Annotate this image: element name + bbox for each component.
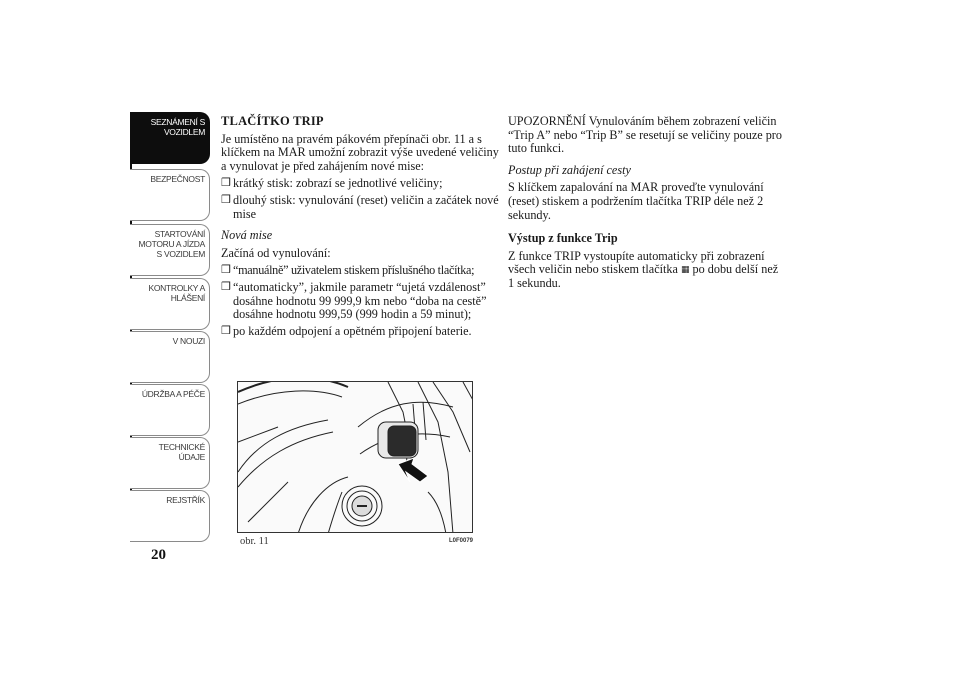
figure-code: L0F0079 [449, 538, 474, 544]
warning-note: UPOZORNĚNÍ Vynulováním během zobrazení veličin “Trip A” nebo “Trip B” se resetují se veličiny pouze pro tuto funkci. [508, 114, 782, 156]
section-heading: TLAČÍTKO TRIP [221, 114, 324, 128]
procedure-paragraph: S klíčkem zapalování na MAR proveďte vynulování (reset) stiskem a podržením tlačítka TRIP déle než 2 sekundy. [508, 180, 764, 222]
intro-paragraph: Je umístěno na pravém pákovém přepínači obr. 11 a s klíčkem na MAR umožní zobrazit výše uvedené veličiny a vynulovat je před zahájením nové mise: [221, 131, 499, 173]
page-number: 20 [151, 547, 166, 563]
list-item [221, 177, 501, 191]
tab-label: TECHNICKÉ ÚDAJE [158, 442, 205, 462]
checkbox-bullet-icon: ❒ [221, 177, 231, 190]
tab-emergency[interactable] [130, 331, 210, 383]
reset-intro: Začíná od vynulování: [221, 245, 331, 260]
list-item [221, 325, 501, 339]
right-column [508, 115, 783, 295]
list-item-text: “manuálně” uživatelem stiskem příslušného tlačítka; [233, 263, 475, 278]
list-item-text: krátký stisk: zobrazí se jednotlivé veličiny; [233, 176, 443, 191]
stalk-drawing [238, 382, 473, 533]
list-item-text: po každém odpojení a opětném připojení baterie. [233, 323, 472, 338]
exit-text-before: Z funkce TRIP vystoupíte automaticky při zobrazení všech veličin nebo stiskem tlačítka [508, 248, 765, 277]
tab-technical-data[interactable] [130, 437, 210, 489]
list-item [221, 194, 501, 221]
checkbox-bullet-icon: ❒ [221, 280, 231, 293]
tab-label: STARTOVÁNÍ MOTORU A JÍZDA S VOZIDLEM [138, 229, 205, 259]
exit-paragraph [508, 250, 783, 291]
tab-label: KONTROLKY A HLÁŠENÍ [148, 283, 205, 303]
exit-heading: Výstup z funkce Trip [508, 231, 618, 246]
checkbox-bullet-icon: ❒ [221, 193, 231, 206]
tab-label: SEZNÁMENÍ S VOZIDLEM [150, 117, 205, 137]
checkbox-bullet-icon: ❒ [221, 264, 231, 277]
figure-caption: obr. 11 [240, 536, 269, 547]
tab-maintenance[interactable] [130, 384, 210, 436]
arrow-icon [398, 458, 428, 482]
list-item-text: dlouhý stisk: vynulování (reset) veličin a začátek nové mise [233, 192, 499, 221]
tab-label: REJSTŘÍK [166, 495, 205, 505]
tab-label: V NOUZI [172, 336, 205, 346]
list-item [221, 264, 501, 278]
tab-index[interactable] [130, 490, 210, 542]
tab-label: BEZPEČNOST [150, 174, 205, 184]
trip-button-icon: ▦ [680, 264, 690, 275]
left-column [221, 115, 501, 341]
subheading-trip-start: Postup při zahájení cesty [508, 162, 631, 177]
list-item-text: “automaticky”, jakmile parametr “ujetá vzdálenost” dosáhne hodnotu 99 999,9 km nebo “doba na cestě” dosáhne hodnotu 999,59 (999 hodin a 59 minut); [233, 279, 487, 322]
tab-starting-driving[interactable] [130, 224, 210, 276]
subheading-new-mission: Nová mise [221, 228, 273, 243]
tab-label: ÚDRŽBA A PÉČE [141, 389, 205, 399]
tab-vehicle-overview[interactable] [130, 112, 210, 164]
tab-safety[interactable] [130, 169, 210, 221]
figure-stalk-illustration [237, 381, 473, 533]
tab-warning-lights[interactable] [130, 278, 210, 330]
list-item [221, 281, 501, 322]
checkbox-bullet-icon: ❒ [221, 324, 231, 337]
exit-text-after: po dobu delší než 1 sekundu. [508, 262, 779, 290]
